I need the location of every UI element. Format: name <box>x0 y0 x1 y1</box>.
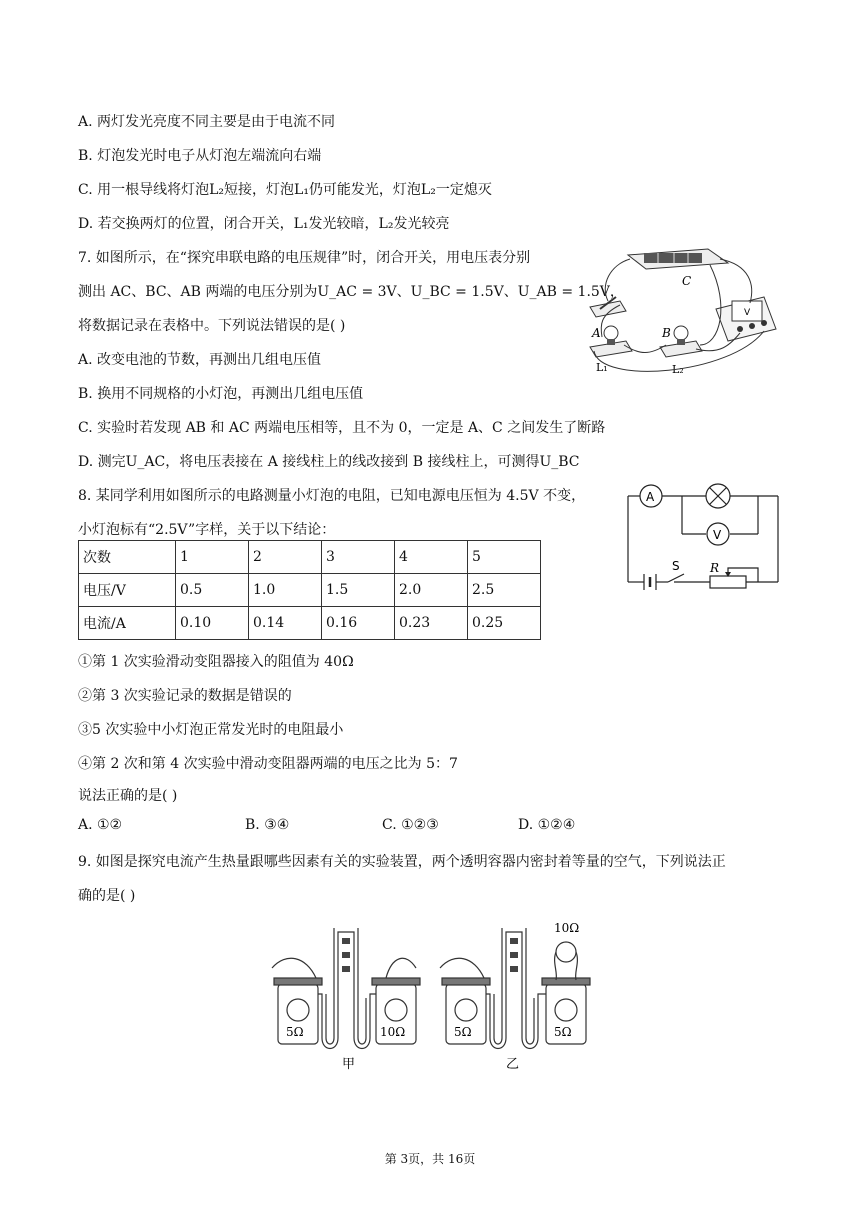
question-8-prompt: 说法正确的是( ) <box>78 788 178 804</box>
question-8-line1: 8. 某同学利用如图所示的电路测量小灯泡的电阻，已知电源电压恒为 4.5V 不变， <box>78 488 586 504</box>
table-cell: 1.0 <box>249 574 322 607</box>
table-cell: 1.5 <box>322 574 395 607</box>
table-cell: 0.14 <box>249 607 322 640</box>
question-7-line1: 7. 如图所示，在“探究串联电路的电压规律”时，闭合开关，用电压表分别 <box>78 250 531 266</box>
table-row <box>79 574 541 607</box>
caption-jia: 甲 <box>342 1057 356 1072</box>
series-circuit-figure <box>580 245 780 380</box>
option-7a: A. 改变电池的节数，再测出几组电压值 <box>78 352 322 368</box>
table-cell: 4 <box>395 541 468 574</box>
table-cell: 1 <box>176 541 249 574</box>
question-9-line2: 确的是( ) <box>78 888 136 904</box>
table-cell: 2 <box>249 541 322 574</box>
label-b: B <box>662 326 671 340</box>
table-cell: 0.25 <box>468 607 541 640</box>
table-cell: 0.23 <box>395 607 468 640</box>
option-8b: B. ③④ <box>245 817 290 833</box>
option-8c: C. ①②③ <box>382 817 439 833</box>
resistor-label: 5Ω <box>554 1025 572 1039</box>
statement-3: ③5 次实验中小灯泡正常发光时的电阻最小 <box>78 722 344 738</box>
table-cell: 0.10 <box>176 607 249 640</box>
statement-4: ④第 2 次和第 4 次实验中滑动变阻器两端的电压之比为 5：7 <box>78 756 458 772</box>
page-footer: 第 3页，共 16页 <box>384 1152 476 1166</box>
question-7-line2: 测出 AC、BC、AB 两端的电压分别为U_AC = 3V、U_BC = 1.5V、U_AB = 1.5V， <box>78 284 624 300</box>
table-cell: 2.5 <box>468 574 541 607</box>
table-cell: 电压/V <box>79 574 176 607</box>
voltmeter-label: V <box>713 528 722 542</box>
table-header-row <box>79 541 541 574</box>
option-8d: D. ①②④ <box>518 817 576 833</box>
ammeter-label: A <box>646 490 655 504</box>
table-cell: 次数 <box>79 541 176 574</box>
label-a: A <box>592 326 601 340</box>
voltmeter-label: V <box>744 308 751 318</box>
option-6a: A. 两灯发光亮度不同主要是由于电流不同 <box>78 114 336 130</box>
statement-1: ①第 1 次实验滑动变阻器接入的阻值为 40Ω <box>78 654 354 670</box>
option-7c: C. 实验时若发现 AB 和 AC 两端电压相等，且不为 0，一定是 A、C 之间发生了断路 <box>78 420 606 436</box>
data-table <box>78 540 541 640</box>
table-cell: 5 <box>468 541 541 574</box>
option-6b: B. 灯泡发光时电子从灯泡左端流向右端 <box>78 148 322 164</box>
caption-yi: 乙 <box>506 1057 520 1072</box>
question-7-line3: 将数据记录在表格中。下列说法错误的是( ) <box>78 318 346 334</box>
resistor-label: 10Ω <box>380 1025 406 1039</box>
option-7b: B. 换用不同规格的小灯泡，再测出几组电压值 <box>78 386 364 402</box>
rheostat-label: R <box>710 561 720 575</box>
option-6d: D. 若交换两灯的位置，闭合开关，L₁发光较暗，L₂发光较亮 <box>78 216 450 232</box>
switch-label: S <box>672 559 680 573</box>
question-8-line2: 小灯泡标有“2.5V”字样，关于以下结论： <box>78 522 336 538</box>
table-cell: 0.16 <box>322 607 395 640</box>
table-cell: 0.5 <box>176 574 249 607</box>
resistor-label: 10Ω <box>554 921 580 935</box>
measurement-circuit-figure <box>622 482 784 598</box>
question-9-line1: 9. 如图是探究电流产生热量跟哪些因素有关的实验装置，两个透明容器内密封着等量的空气，下列说法正 <box>78 854 726 870</box>
resistor-label: 5Ω <box>454 1025 472 1039</box>
statement-2: ②第 3 次实验记录的数据是错误的 <box>78 688 292 704</box>
label-c: C <box>682 274 692 288</box>
option-7d: D. 测完U_AC，将电压表接在 A 接线柱上的线改接到 B 接线柱上，可测得U_BC <box>78 454 580 470</box>
option-6c: C. 用一根导线将灯泡L₂短接，灯泡L₁仍可能发光，灯泡L₂一定熄灭 <box>78 182 492 198</box>
resistor-label: 5Ω <box>286 1025 304 1039</box>
table-row <box>79 607 541 640</box>
table-cell: 2.0 <box>395 574 468 607</box>
label-l1: L₁ <box>596 361 608 374</box>
table-cell: 电流/A <box>79 607 176 640</box>
label-l2: L₂ <box>672 363 684 376</box>
table-cell: 3 <box>322 541 395 574</box>
option-8a: A. ①② <box>78 817 123 833</box>
heat-experiment-figure <box>266 912 598 1074</box>
